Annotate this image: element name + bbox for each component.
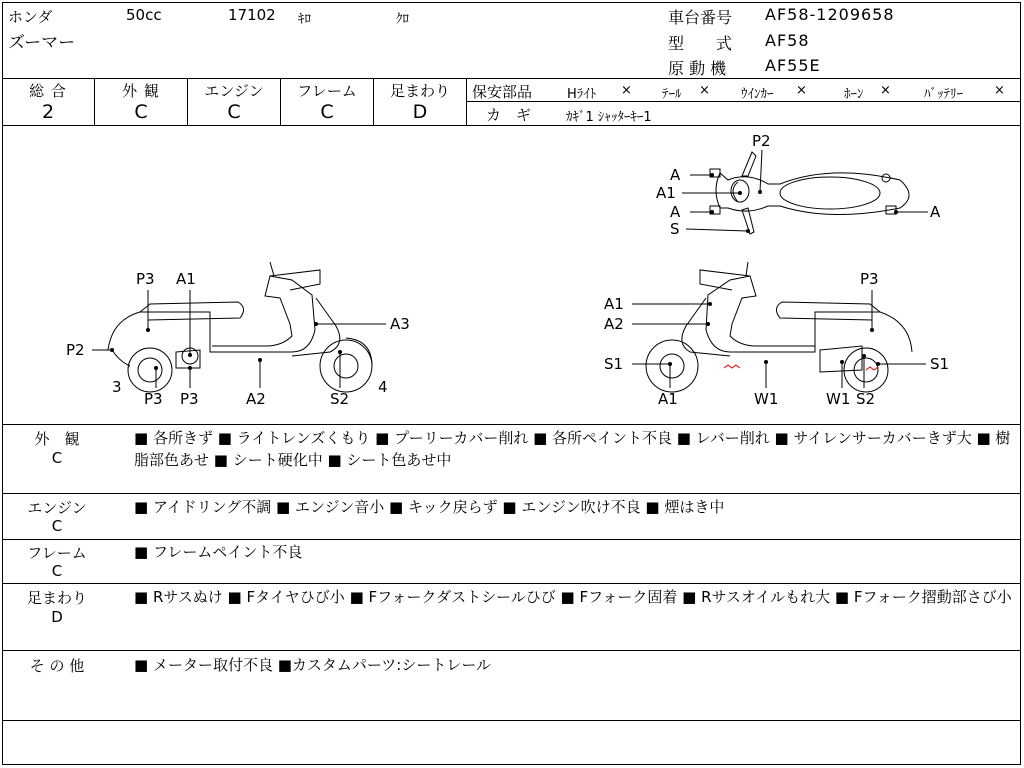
type-label: 型 式: [668, 34, 733, 53]
label-left-3: 3: [112, 378, 122, 396]
label-left-a1-top: A1: [176, 270, 196, 288]
grade-value-suspension: D: [412, 101, 428, 123]
label-left-p3-top: P3: [136, 270, 155, 288]
section-title: そ の 他: [29, 657, 85, 675]
label-top-p2: P2: [752, 132, 771, 150]
section-grade: C: [51, 517, 63, 535]
label-right-a1: A1: [604, 295, 624, 313]
label-right-w1-b: W1: [826, 390, 851, 408]
frame-no-label: 車台番号: [668, 8, 733, 27]
divider: [2, 650, 1021, 651]
label-left-a3: A3: [390, 315, 410, 333]
label-left-p3-b2: P3: [180, 390, 199, 408]
section-notes: ■ Rサスぬけ ■ Fタイヤひび小 ■ Fフォークダストシールひび ■ Fフォーク固着 ■ Rサスオイルもれ大 ■ Fフォーク摺動部さび小: [134, 588, 1012, 606]
label-right-p3: P3: [860, 270, 879, 288]
divider: [2, 539, 1021, 540]
grade-value-engine: C: [227, 101, 241, 123]
section-title: 外 観: [34, 430, 80, 448]
section-notes: ■ アイドリング不調 ■ エンジン音小 ■ キック戻らず ■ エンジン吹け不良 ■ 煙はき中: [134, 498, 725, 516]
safety-item-battery: ﾊﾞｯﾃﾘｰ: [924, 87, 963, 102]
label-right-a1-bottom: A1: [658, 390, 678, 408]
label-right-w1-a: W1: [754, 390, 779, 408]
grade-label-suspension: 足まわり: [389, 82, 450, 100]
divider: [2, 493, 1021, 494]
frame-no: AF58-1209658: [765, 5, 895, 24]
grade-value-frame: C: [320, 101, 334, 123]
grade-label-exterior: 外 観: [122, 82, 160, 100]
safety-mark-winker: ×: [796, 83, 807, 98]
label-top-a1: A1: [656, 184, 676, 202]
safety-item-tail: ﾃｰﾙ: [662, 87, 682, 102]
damage-diagram: [0, 126, 1024, 424]
maker: ホンダ: [8, 8, 53, 26]
label-right-a2: A2: [604, 315, 624, 333]
label-right-s1-right: S1: [930, 355, 950, 373]
safety-mark-battery: ×: [994, 83, 1005, 98]
label-left-4: 4: [378, 378, 388, 396]
section-notes: ■ フレームペイント不良: [134, 543, 303, 561]
grade-label-total: 総 合: [29, 82, 67, 100]
section-title: 足まわり: [26, 589, 87, 607]
safety-label: 保安部品: [472, 83, 533, 101]
label-left-a2: A2: [246, 390, 266, 408]
label-top-a-2: A: [670, 203, 681, 221]
section-notes: ■ メーター取付不良 ■カスタムパーツ:シートレール: [134, 656, 492, 674]
grade-label-frame: フレーム: [297, 82, 357, 100]
safety-item-horn: ﾎｰﾝ: [844, 87, 864, 102]
label-left-p3-b1: P3: [144, 390, 163, 408]
safety-mark-headlight: ×: [621, 83, 632, 98]
section-title: エンジン: [27, 499, 87, 517]
safety-mark-horn: ×: [880, 83, 891, 98]
displacement: 50cc: [126, 6, 162, 24]
type-value: AF58: [765, 31, 810, 50]
label-top-s: S: [670, 220, 680, 238]
label-top-a-1: A: [670, 166, 681, 184]
section-grade: C: [51, 449, 63, 467]
grade-value-exterior: C: [134, 101, 148, 123]
divider: [2, 78, 1021, 79]
section-grade: D: [51, 608, 63, 626]
section-title: フレーム: [27, 544, 87, 562]
section-notes: ■ 各所きず ■ ライトレンズくもり ■ プーリーカバー削れ ■ 各所ペイント不良 ■ レバー削れ ■ サイレンサーカバーきず大 ■ 樹脂部色あせ ■ シート硬化中 ■ シート色あせ中: [134, 429, 1011, 469]
divider: [2, 720, 1021, 721]
safety-mark-tail: ×: [699, 83, 710, 98]
safety-item-winker: ｳｲﾝｶｰ: [741, 87, 774, 102]
key-value: ｶｷﾞ1 ｼｬｯﾀｰｷｰ1: [566, 110, 652, 125]
key-label: カ ギ: [486, 106, 532, 124]
label-left-s2: S2: [330, 390, 350, 408]
mileage-unit: ｷﾛ: [298, 12, 311, 27]
section-grade: C: [51, 562, 63, 580]
grade-label-engine: エンジン: [204, 82, 264, 100]
label-top-a-3: A: [930, 203, 941, 221]
divider: [2, 583, 1021, 584]
engine-value: AF55E: [765, 56, 821, 75]
divider: [2, 424, 1021, 425]
label-right-s2: S2: [856, 390, 876, 408]
grade-value-total: 2: [41, 101, 55, 123]
model-name: ズーマー: [8, 33, 76, 53]
engine-label: 原 動 機: [668, 59, 727, 78]
safety-item-headlight: Hﾗｲﾄ: [567, 87, 597, 102]
label-right-s1-left: S1: [604, 355, 624, 373]
body-color: ｸﾛ: [396, 12, 409, 27]
mileage: 17102: [228, 6, 276, 24]
label-left-p2: P2: [66, 341, 85, 359]
